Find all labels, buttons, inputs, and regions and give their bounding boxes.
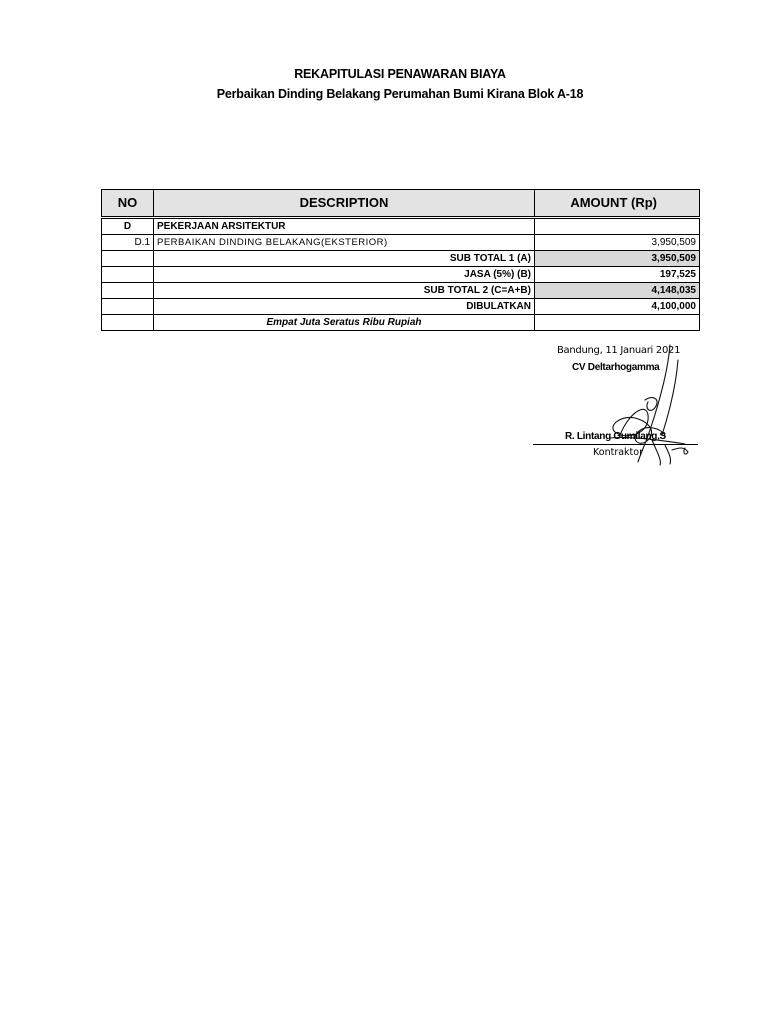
section-amount [535, 218, 700, 235]
item-amount: 3,950,509 [535, 235, 700, 251]
dibulatkan-amount: 4,100,000 [535, 299, 700, 315]
signature-role: Kontraktor [593, 447, 643, 458]
header-description: DESCRIPTION [154, 190, 535, 218]
jasa-label: JASA (5%) (B) [154, 267, 535, 283]
section-row [102, 218, 700, 235]
subtotal-2-label: SUB TOTAL 2 (C=A+B) [154, 283, 535, 299]
amount-in-words: Empat Juta Seratus Ribu Rupiah [154, 315, 535, 331]
subtotal-2-amount: 4,148,035 [535, 283, 700, 299]
signature-name: R. Lintang Gumilang,S [565, 431, 666, 442]
item-no: D.1 [102, 235, 154, 251]
signature-line [533, 444, 698, 445]
subtotal-1-label: SUB TOTAL 1 (A) [154, 251, 535, 267]
jasa-amount: 197,525 [535, 267, 700, 283]
item-description: PERBAIKAN DINDING BELAKANG(EKSTERIOR) [154, 235, 535, 251]
summary-row-subtotal-1 [102, 251, 700, 267]
summary-row-subtotal-2 [102, 283, 700, 299]
summary-row-jasa [102, 267, 700, 283]
table-header-row [102, 190, 700, 218]
signature-company: CV Deltarhogamma [572, 362, 660, 373]
summary-row-dibulatkan [102, 299, 700, 315]
header-no: NO [102, 190, 154, 218]
summary-no-cell [102, 251, 154, 267]
words-no-cell [102, 315, 154, 331]
document-title: REKAPITULASI PENAWARAN BIAYA [294, 67, 506, 81]
summary-no-cell [102, 267, 154, 283]
dibulatkan-label: DIBULATKAN [154, 299, 535, 315]
section-description: PEKERJAAN ARSITEKTUR [154, 218, 535, 235]
summary-no-cell [102, 299, 154, 315]
table-row [102, 235, 700, 251]
summary-no-cell [102, 283, 154, 299]
section-no: D [102, 218, 154, 235]
amount-in-words-row [102, 315, 700, 331]
subtotal-1-amount: 3,950,509 [535, 251, 700, 267]
document-subtitle: Perbaikan Dinding Belakang Perumahan Bumi Kirana Blok A-18 [216, 87, 584, 101]
recap-table [101, 189, 700, 331]
header-amount: AMOUNT (Rp) [535, 190, 700, 218]
signature-place-date: Bandung, 11 Januari 2021 [557, 345, 681, 356]
words-amount-cell [535, 315, 700, 331]
